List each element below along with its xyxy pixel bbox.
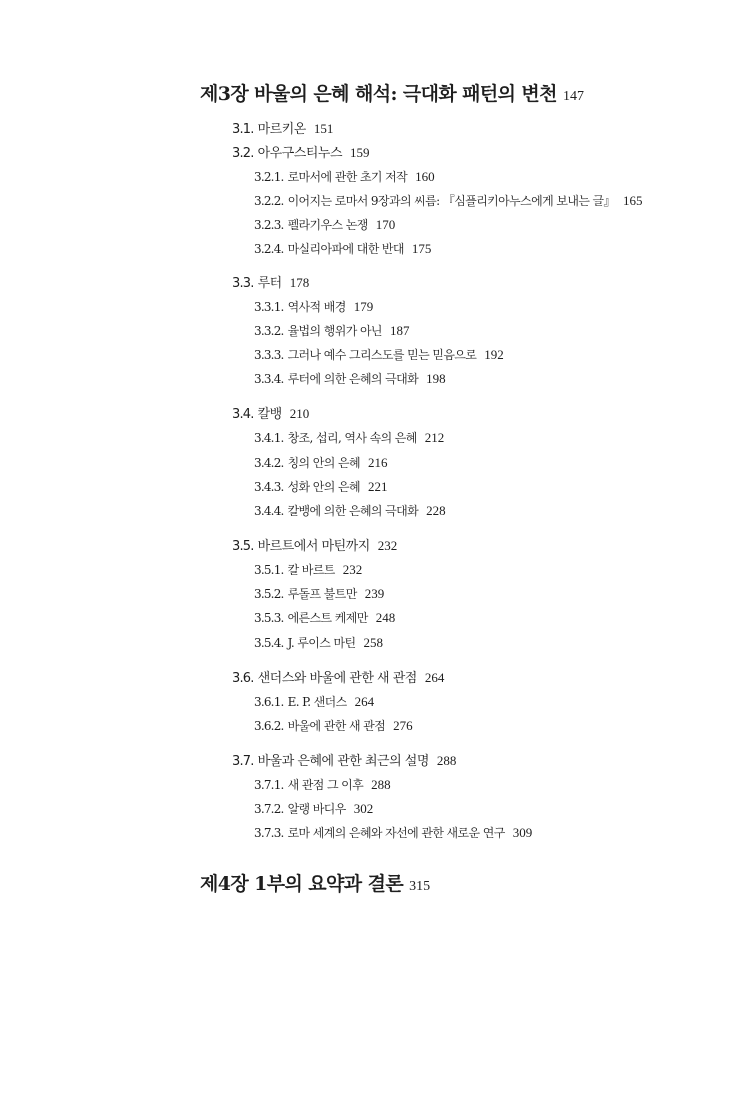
toc-subsection-3-4-3[interactable] — [254, 478, 387, 496]
subsection-title: 그러나 예수 그리스도를 믿는 믿음으로 — [287, 348, 477, 362]
toc-subsection-3-2-1[interactable] — [254, 168, 435, 186]
chapter-title: 제3장 바울의 은혜 해석: 극대화 패턴의 변천 — [200, 83, 557, 105]
subsection-number: 3.4.1. — [254, 431, 284, 445]
page-number: 232 — [377, 538, 398, 553]
subsection-title: 역사적 배경 — [287, 300, 346, 314]
subsection-title: 새 관점 그 이후 — [287, 778, 364, 792]
subsection-number: 3.4.3. — [254, 480, 284, 494]
page-number: 221 — [367, 479, 388, 494]
page-number: 179 — [353, 299, 374, 314]
subsection-title: 알랭 바디우 — [287, 802, 346, 816]
subsection-title: 루돌프 불트만 — [287, 587, 357, 601]
toc-subsection-3-4-4[interactable] — [254, 502, 446, 520]
subsection-title: 로마 세계의 은혜와 자선에 관한 새로운 연구 — [287, 826, 505, 840]
subsection-title: 칭의 안의 은혜 — [287, 456, 360, 470]
page-number: 198 — [426, 371, 446, 386]
page-number: 187 — [389, 323, 410, 338]
subsection-number: 3.5.1. — [254, 563, 284, 577]
page-number: 264 — [424, 670, 445, 685]
section-title: 마르키온 — [257, 122, 306, 137]
toc-subsection-3-7-3[interactable] — [254, 824, 532, 842]
subsection-title: 로마서에 관한 초기 저작 — [287, 170, 408, 184]
toc-subsection-3-5-2[interactable] — [254, 585, 384, 603]
page-number: 228 — [426, 503, 446, 518]
subsection-title: 루터에 의한 은혜의 극대화 — [287, 372, 419, 386]
section-title: 아우구스티누스 — [257, 146, 343, 161]
subsection-title: J. 루이스 마틴 — [287, 636, 356, 650]
section-number: 3.7. — [232, 754, 254, 769]
page-number: 165 — [622, 193, 643, 208]
subsection-number: 3.3.4. — [254, 372, 284, 386]
toc-subsection-3-3-3[interactable] — [254, 346, 504, 364]
chapter-3-entry[interactable] — [200, 82, 584, 109]
subsection-title: 창조, 섭리, 역사 속의 은혜 — [287, 431, 417, 445]
subsection-title: 바울에 관한 새 관점 — [287, 719, 386, 733]
subsection-number: 3.3.2. — [254, 324, 284, 338]
subsection-title: 율법의 행위가 아닌 — [287, 324, 382, 338]
subsection-number: 3.6.2. — [254, 719, 284, 733]
subsection-number: 3.3.1. — [254, 300, 284, 314]
page-number: 239 — [364, 586, 385, 601]
page-number: 288 — [436, 753, 457, 768]
page-number: 258 — [363, 635, 383, 650]
toc-section-3-1[interactable] — [232, 120, 333, 139]
page-number: 248 — [375, 610, 396, 625]
chapter-title: 제4장 1부의 요약과 결론 — [200, 873, 404, 895]
subsection-number: 3.2.3. — [254, 218, 284, 232]
subsection-number: 3.5.3. — [254, 611, 284, 625]
subsection-number: 3.5.4. — [254, 636, 284, 650]
page-number: 315 — [409, 879, 431, 894]
subsection-number: 3.7.1. — [254, 778, 284, 792]
subsection-number: 3.2.1. — [254, 170, 284, 184]
subsection-title: 에른스트 케제만 — [287, 611, 368, 625]
subsection-number: 3.3.3. — [254, 348, 284, 362]
subsection-title: E. P. 샌더스 — [287, 695, 347, 709]
section-number: 3.6. — [232, 671, 254, 686]
chapter-4-entry[interactable] — [200, 872, 430, 899]
subsection-number: 3.4.2. — [254, 456, 284, 470]
subsection-title: 칼 바르트 — [287, 563, 335, 577]
toc-subsection-3-6-2[interactable] — [254, 717, 413, 735]
page-number: 160 — [415, 169, 435, 184]
toc-subsection-3-7-1[interactable] — [254, 776, 391, 794]
toc-section-3-5[interactable] — [232, 537, 397, 556]
toc-subsection-3-7-2[interactable] — [254, 800, 373, 818]
subsection-number: 3.5.2. — [254, 587, 284, 601]
page-number: 151 — [313, 121, 334, 136]
subsection-number: 3.6.1. — [254, 695, 284, 709]
toc-subsection-3-3-4[interactable] — [254, 370, 446, 388]
toc-subsection-3-3-2[interactable] — [254, 322, 409, 340]
subsection-number: 3.7.2. — [254, 802, 284, 816]
subsection-title: 칼뱅에 의한 은혜의 극대화 — [287, 504, 419, 518]
toc-subsection-3-2-2[interactable] — [254, 192, 642, 210]
section-number: 3.2. — [232, 146, 254, 161]
page-number: 210 — [289, 406, 310, 421]
page-number: 309 — [512, 825, 533, 840]
page-number: 216 — [367, 455, 388, 470]
toc-subsection-3-2-3[interactable] — [254, 216, 395, 234]
toc-section-3-6[interactable] — [232, 669, 444, 688]
toc-subsection-3-6-1[interactable] — [254, 693, 374, 711]
page-number: 178 — [289, 275, 310, 290]
toc-subsection-3-5-4[interactable] — [254, 634, 383, 652]
section-number: 3.5. — [232, 539, 254, 554]
toc-subsection-3-5-3[interactable] — [254, 609, 395, 627]
page-number: 159 — [350, 145, 370, 160]
section-title: 루터 — [257, 276, 282, 291]
section-number: 3.1. — [232, 122, 254, 137]
subsection-title: 성화 안의 은혜 — [287, 480, 360, 494]
subsection-number: 3.2.2. — [254, 194, 284, 208]
subsection-title: 이어지는 로마서 9장과의 씨름: 『심플리키아누스에게 보내는 글』 — [287, 194, 615, 208]
toc-section-3-2[interactable] — [232, 144, 370, 163]
page-number: 276 — [393, 718, 413, 733]
subsection-number: 3.7.3. — [254, 826, 284, 840]
page-number: 147 — [562, 89, 584, 104]
toc-section-3-7[interactable] — [232, 752, 456, 771]
page-number: 232 — [342, 562, 363, 577]
toc-subsection-3-4-1[interactable] — [254, 429, 444, 447]
page-number: 170 — [375, 217, 396, 232]
page-number: 288 — [371, 777, 391, 792]
page-number: 302 — [353, 801, 374, 816]
subsection-title: 펠라기우스 논쟁 — [287, 218, 368, 232]
page-number: 192 — [484, 347, 504, 362]
subsection-title: 마실리아파에 대한 반대 — [287, 242, 404, 256]
page-number: 264 — [354, 694, 375, 709]
section-title: 샌더스와 바울에 관한 새 관점 — [257, 671, 417, 686]
page-number: 212 — [424, 430, 445, 445]
toc-section-3-4[interactable] — [232, 405, 309, 424]
section-number: 3.4. — [232, 407, 254, 422]
toc-section-3-3[interactable] — [232, 274, 309, 293]
toc-subsection-3-5-1[interactable] — [254, 561, 362, 579]
section-title: 바르트에서 마틴까지 — [257, 539, 370, 554]
section-number: 3.3. — [232, 276, 254, 291]
toc-subsection-3-3-1[interactable] — [254, 298, 373, 316]
subsection-number: 3.2.4. — [254, 242, 284, 256]
toc-subsection-3-4-2[interactable] — [254, 454, 387, 472]
section-title: 칼뱅 — [257, 407, 282, 422]
section-title: 바울과 은혜에 관한 최근의 설명 — [257, 754, 429, 769]
subsection-number: 3.4.4. — [254, 504, 284, 518]
toc-subsection-3-2-4[interactable] — [254, 240, 431, 258]
page-number: 175 — [411, 241, 432, 256]
